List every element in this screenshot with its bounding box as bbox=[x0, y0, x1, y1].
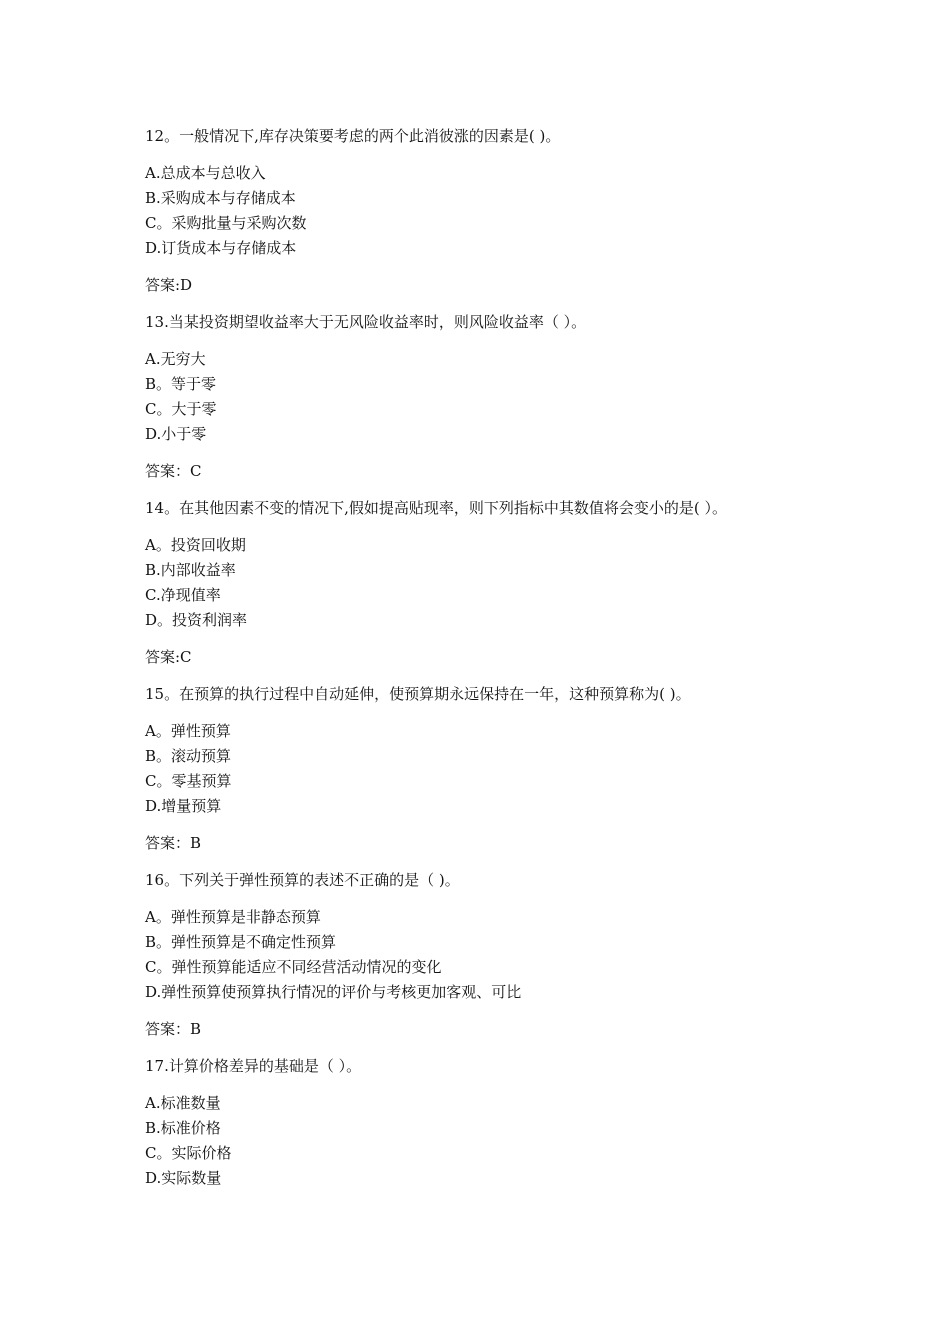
question-12 bbox=[145, 124, 845, 298]
option-b: B。等于零 bbox=[145, 375, 217, 393]
question-list bbox=[145, 124, 845, 1203]
question-text: 14。在其他因素不变的情况下,假如提高贴现率，则下列指标中其数值将会变小的是( ）。 bbox=[145, 499, 727, 517]
option-c: C。零基预算 bbox=[145, 772, 232, 790]
option-d: D.弹性预算使预算执行情况的评价与考核更加客观、可比 bbox=[145, 983, 522, 1001]
question-16 bbox=[145, 868, 845, 1042]
option-a: A.总成本与总收入 bbox=[145, 164, 266, 182]
question-14 bbox=[145, 496, 845, 670]
option-d: D.实际数量 bbox=[145, 1169, 222, 1187]
option-list bbox=[145, 719, 845, 819]
question-text: 15。在预算的执行过程中自动延伸，使预算期永远保持在一年，这种预算称为( )。 bbox=[145, 685, 691, 703]
option-b: B.采购成本与存储成本 bbox=[145, 189, 296, 207]
option-list bbox=[145, 533, 845, 633]
option-c: C。采购批量与采购次数 bbox=[145, 214, 307, 232]
option-d: D.小于零 bbox=[145, 425, 207, 443]
question-text: 16。下列关于弹性预算的表述不正确的是（ )。 bbox=[145, 871, 460, 889]
option-list bbox=[145, 1091, 845, 1191]
answer-text: 答案:C bbox=[145, 648, 192, 666]
option-c: C。大于零 bbox=[145, 400, 217, 418]
question-17 bbox=[145, 1054, 845, 1191]
question-text: 12。一般情况下,库存决策要考虑的两个此消彼涨的因素是( )。 bbox=[145, 127, 561, 145]
option-list bbox=[145, 161, 845, 261]
option-b: B。滚动预算 bbox=[145, 747, 232, 765]
question-13 bbox=[145, 310, 845, 484]
option-a: A。弹性预算 bbox=[145, 722, 231, 740]
option-b: B.内部收益率 bbox=[145, 561, 236, 579]
option-b: B。弹性预算是不确定性预算 bbox=[145, 933, 337, 951]
question-15 bbox=[145, 682, 845, 856]
option-d: D。投资利润率 bbox=[145, 611, 248, 629]
option-list bbox=[145, 905, 845, 1005]
answer-text: 答案：C bbox=[145, 462, 202, 480]
question-text: 17.计算价格差异的基础是（ ）。 bbox=[145, 1057, 362, 1075]
option-c: C。弹性预算能适应不同经营活动情况的变化 bbox=[145, 958, 442, 976]
question-text: 13.当某投资期望收益率大于无风险收益率时，则风险收益率（ ）。 bbox=[145, 313, 587, 331]
option-c: C.净现值率 bbox=[145, 586, 221, 604]
answer-text: 答案:D bbox=[145, 276, 193, 294]
option-a: A.标准数量 bbox=[145, 1094, 221, 1112]
option-d: D.增量预算 bbox=[145, 797, 222, 815]
answer-text: 答案：B bbox=[145, 834, 202, 852]
answer-text: 答案：B bbox=[145, 1020, 202, 1038]
option-a: A。投资回收期 bbox=[145, 536, 246, 554]
option-b: B.标准价格 bbox=[145, 1119, 221, 1137]
option-list bbox=[145, 347, 845, 447]
option-c: C。实际价格 bbox=[145, 1144, 232, 1162]
option-d: D.订货成本与存储成本 bbox=[145, 239, 297, 257]
option-a: A。弹性预算是非静态预算 bbox=[145, 908, 321, 926]
option-a: A.无穷大 bbox=[145, 350, 206, 368]
